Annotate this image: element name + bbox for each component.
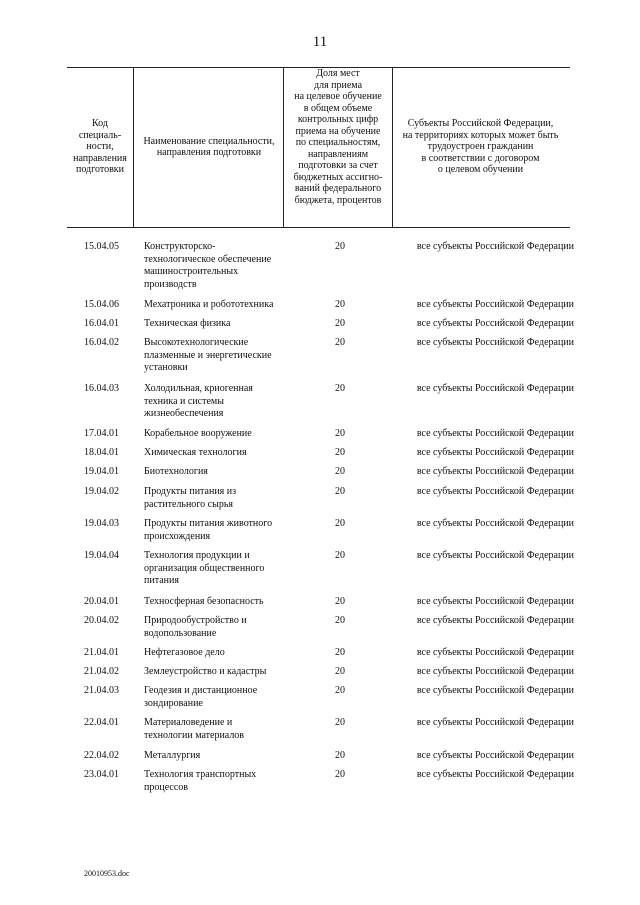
row-name-line: Корабельное вооружение: [144, 428, 252, 439]
row-code: 21.04.02: [84, 666, 119, 677]
row-share: 20: [335, 241, 345, 252]
row-subjects: все субъекты Российской Федерации: [416, 685, 574, 696]
header-share-line: контрольных цифр: [297, 114, 379, 125]
header-share-line: бюджета, процентов: [294, 194, 382, 206]
header-share-line: приема на обучение: [295, 125, 381, 137]
row-subjects: все субъекты Российской Федерации: [416, 615, 574, 626]
header-share-line: направлениям: [307, 148, 369, 160]
row-share: 20: [335, 486, 345, 497]
row-share: 20: [335, 318, 345, 329]
header-share-line: ваний федерального: [294, 183, 382, 194]
row-subjects: все субъекты Российской Федерации: [416, 647, 574, 658]
row-subjects: все субъекты Российской Федерации: [416, 666, 574, 677]
header-share-line: в общем объеме: [303, 102, 373, 114]
header-subjects-line: в соответствии с договором: [421, 152, 540, 164]
row-share: 20: [335, 666, 345, 677]
row-subjects: все субъекты Российской Федерации: [416, 550, 574, 561]
row-name-line: происхождения: [144, 530, 211, 542]
header-subjects-line: о целевом обучении: [437, 164, 524, 176]
header-share-line: подготовки за счет: [298, 160, 378, 171]
row-name: [144, 383, 294, 421]
row-subjects: все субъекты Российской Федерации: [416, 428, 574, 439]
row-name: [144, 318, 294, 331]
row-name: [144, 550, 294, 588]
row-subjects: все субъекты Российской Федерации: [416, 486, 574, 497]
row-name-line: питания: [144, 575, 179, 586]
row-name-line: плазменные и энергетические: [144, 349, 272, 361]
row-subjects: все субъекты Российской Федерации: [416, 447, 574, 458]
header-subjects-line: Субъекты Российской Федерации,: [407, 118, 554, 130]
row-name: [144, 596, 294, 609]
row-name: [144, 486, 294, 511]
row-name-line: жизнеобеспечения: [144, 408, 224, 419]
row-name-line: Нефтегазовое дело: [144, 647, 225, 658]
row-name-line: Материаловедение и: [144, 717, 233, 728]
row-share: 20: [335, 428, 345, 439]
row-code: 15.04.06: [84, 299, 119, 310]
row-subjects: все субъекты Российской Федерации: [416, 241, 574, 252]
row-name-line: установки: [144, 362, 188, 373]
row-subjects: все субъекты Российской Федерации: [416, 466, 574, 477]
row-subjects: все субъекты Российской Федерации: [416, 596, 574, 607]
row-share: 20: [335, 383, 345, 394]
row-code: 23.04.01: [84, 769, 119, 780]
row-share: 20: [335, 518, 345, 529]
row-name-line: растительного сырья: [144, 498, 233, 510]
header-name: [133, 67, 284, 227]
header-subjects-line: на территориях которых может быть: [402, 129, 559, 141]
row-code: 19.04.02: [84, 486, 119, 497]
row-name-line: технологическое обеспечение: [144, 253, 272, 265]
row-share: 20: [335, 769, 345, 780]
row-name-line: Мехатроника и робототехника: [144, 299, 274, 310]
row-code: 16.04.03: [84, 383, 119, 394]
row-name: [144, 647, 294, 660]
table-header: [67, 67, 570, 227]
row-share: 20: [335, 550, 345, 561]
row-code: 17.04.01: [84, 428, 119, 439]
header-code-line: ности,: [86, 141, 114, 153]
row-share: 20: [335, 299, 345, 310]
row-name: [144, 769, 294, 794]
row-name: [144, 615, 294, 640]
row-subjects: все субъекты Российской Федерации: [416, 337, 574, 348]
row-share: 20: [335, 447, 345, 458]
row-code: 19.04.01: [84, 466, 119, 477]
header-share-line: бюджетных ассигно-: [293, 171, 383, 183]
header-code-line: специаль-: [78, 129, 122, 141]
row-name-line: Холодильная, криогенная: [144, 383, 253, 394]
row-name: [144, 518, 294, 543]
header-code-line: подготовки: [75, 164, 125, 176]
header-share-line: на целевое обучение: [294, 91, 382, 102]
row-name-line: зондирование: [144, 697, 203, 709]
row-subjects: все субъекты Российской Федерации: [416, 750, 574, 761]
page-number: 11: [312, 34, 328, 50]
row-name: [144, 299, 294, 312]
row-code: 22.04.01: [84, 717, 119, 728]
row-subjects: все субъекты Российской Федерации: [416, 518, 574, 529]
row-subjects: все субъекты Российской Федерации: [416, 299, 574, 310]
row-share: 20: [335, 685, 345, 696]
row-name: [144, 447, 294, 460]
row-name-line: Химическая технология: [144, 447, 247, 458]
row-share: 20: [335, 596, 345, 607]
row-code: 16.04.01: [84, 318, 119, 329]
row-name-line: водопользование: [144, 627, 217, 639]
row-code: 18.04.01: [84, 447, 119, 458]
row-subjects: все субъекты Российской Федерации: [416, 717, 574, 728]
row-code: 21.04.01: [84, 647, 119, 658]
header-subjects: [391, 67, 570, 227]
row-name-line: машиностроительных: [144, 266, 239, 277]
row-name: [144, 241, 294, 291]
row-name: [144, 685, 294, 710]
row-name-line: техника и системы: [144, 395, 224, 407]
row-subjects: все субъекты Российской Федерации: [416, 383, 574, 394]
header-share: [283, 67, 393, 227]
row-name-line: организация общественного: [144, 562, 265, 574]
row-name: [144, 666, 294, 679]
header-code: [67, 67, 133, 227]
header-name-line: Наименование специальности,: [143, 135, 275, 147]
row-name-line: Биотехнология: [144, 466, 208, 477]
row-share: 20: [335, 717, 345, 728]
row-share: 20: [335, 615, 345, 626]
row-code: 15.04.05: [84, 241, 119, 252]
row-code: 22.04.02: [84, 750, 119, 761]
row-name-line: Техническая физика: [144, 318, 231, 329]
row-name: [144, 466, 294, 479]
row-name-line: Технология транспортных: [144, 769, 257, 780]
row-share: 20: [335, 466, 345, 477]
row-name-line: Продукты питания из: [144, 486, 237, 497]
row-name-line: Природообустройство и: [144, 615, 247, 626]
row-name-line: Продукты питания животного: [144, 518, 273, 529]
footer-doc-id: 20010953.doc: [84, 869, 130, 878]
row-name: [144, 750, 294, 763]
row-name-line: Технология продукции и: [144, 550, 250, 561]
row-code: 19.04.03: [84, 518, 119, 529]
row-name-line: Конструкторско-: [144, 241, 216, 252]
header-share-line: по специальностям,: [295, 137, 381, 148]
row-name: [144, 428, 294, 441]
row-code: 19.04.04: [84, 550, 119, 561]
row-share: 20: [335, 750, 345, 761]
row-name-line: технологии материалов: [144, 729, 245, 741]
row-name-line: процессов: [144, 781, 188, 793]
row-name: [144, 717, 294, 742]
row-subjects: все субъекты Российской Федерации: [416, 769, 574, 780]
row-name-line: Геодезия и дистанционное: [144, 685, 258, 696]
row-share: 20: [335, 647, 345, 658]
header-share-line: Доля мест: [316, 68, 360, 79]
row-code: 20.04.02: [84, 615, 119, 626]
row-name-line: Техносферная безопасность: [144, 596, 264, 607]
header-share-line: для приема: [313, 79, 363, 91]
row-code: 20.04.01: [84, 596, 119, 607]
header-name-line: направления подготовки: [156, 147, 262, 158]
header-code-line: направления: [73, 152, 127, 164]
row-name-line: Землеустройство и кадастры: [144, 666, 267, 677]
row-name-line: производств: [144, 278, 197, 290]
row-code: 21.04.03: [84, 685, 119, 696]
row-share: 20: [335, 337, 345, 348]
row-name-line: Металлургия: [144, 750, 201, 761]
header-subjects-line: трудоустроен гражданин: [427, 141, 534, 153]
row-subjects: все субъекты Российской Федерации: [416, 318, 574, 329]
row-code: 16.04.02: [84, 337, 119, 348]
table-header-bottom-rule: [67, 227, 570, 228]
row-name-line: Высокотехнологические: [144, 337, 249, 348]
row-name: [144, 337, 294, 375]
header-code-line: Код: [92, 118, 108, 130]
